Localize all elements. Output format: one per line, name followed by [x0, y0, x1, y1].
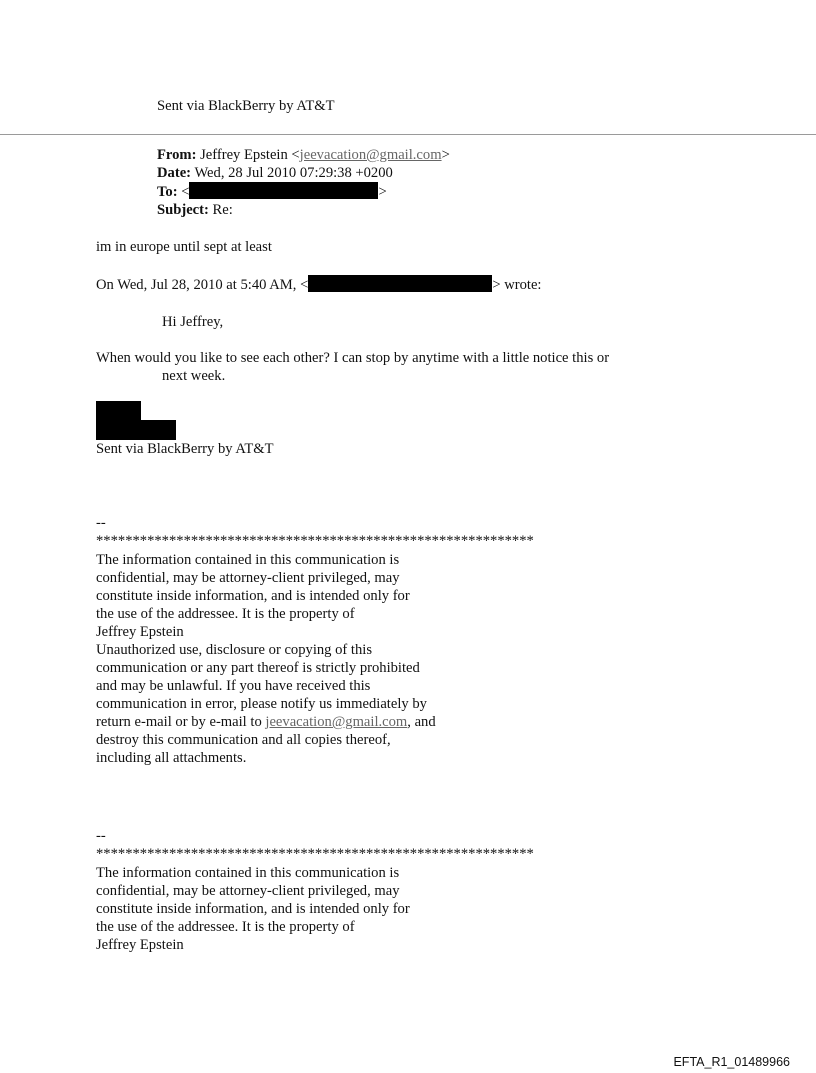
document-id: EFTA_R1_01489966: [673, 1055, 790, 1069]
quote-message-line2: next week.: [162, 368, 226, 384]
subject-label: Subject:: [157, 202, 209, 218]
from-label: From:: [157, 147, 197, 163]
disclaimer-stars: ************************************************************: [96, 846, 534, 862]
quote-intro-pre: On Wed, Jul 28, 2010 at 5:40 AM, <: [96, 277, 309, 293]
disclaimer-stars: ************************************************************: [96, 533, 534, 549]
to-close: >: [378, 184, 387, 200]
from-name: Jeffrey Epstein <: [200, 147, 300, 163]
subject-line: [157, 201, 233, 219]
subject-value: Re:: [212, 202, 233, 218]
from-line: [157, 146, 450, 164]
redaction-box: [308, 275, 492, 292]
disclaimer-text: The information contained in this communication is confidential, may be attorney-client privileged, may constitute inside information, and is intended only for the use of the addressee. It is the property of Jeffrey Epstein: [96, 865, 410, 953]
quote-message-line1: When would you like to see each other? I can stop by anytime with a little notice this or: [96, 350, 610, 366]
date-line: [157, 164, 393, 182]
disclaimer-dashes: --: [96, 515, 106, 531]
body-line: im in europe until sept at least: [96, 239, 272, 255]
disclaimer-text-part2: , and destroy this communication and all copies thereof, including all attachments.: [96, 714, 436, 766]
from-close: >: [441, 147, 450, 163]
redaction-box: [189, 182, 378, 199]
date-value: Wed, 28 Jul 2010 07:29:38 +0200: [194, 165, 393, 181]
disclaimer-text-part1: The information contained in this communication is confidential, may be attorney-client privileged, may constitute inside information, and is intended only for the use of the addressee. It is the property of Jeffrey Epstein Unauthorized use, disclosure or copying of this communication or any part thereof is strictly prohibited and may be unlawful. If you have received this communication in error, please notify us immediately by return e-mail or by e-mail to: [96, 552, 427, 730]
disclaimer-text: [96, 551, 536, 767]
from-email-link[interactable]: jeevacation@gmail.com: [299, 147, 442, 163]
quote-intro: [96, 275, 542, 294]
date-label: Date:: [157, 165, 192, 181]
to-label: To:: [157, 184, 178, 200]
redaction-box: [96, 420, 176, 440]
disclaimer-dashes: --: [96, 828, 106, 844]
to-open: <: [181, 184, 190, 200]
to-line: [157, 182, 387, 201]
quote-intro-post: > wrote:: [492, 277, 542, 293]
quote-greeting: Hi Jeffrey,: [162, 314, 224, 330]
top-signature: Sent via BlackBerry by AT&T: [157, 98, 335, 114]
divider: [0, 134, 816, 135]
quote-signature: Sent via BlackBerry by AT&T: [96, 441, 274, 457]
disclaimer-email-link[interactable]: jeevacation@gmail.com: [265, 714, 408, 730]
